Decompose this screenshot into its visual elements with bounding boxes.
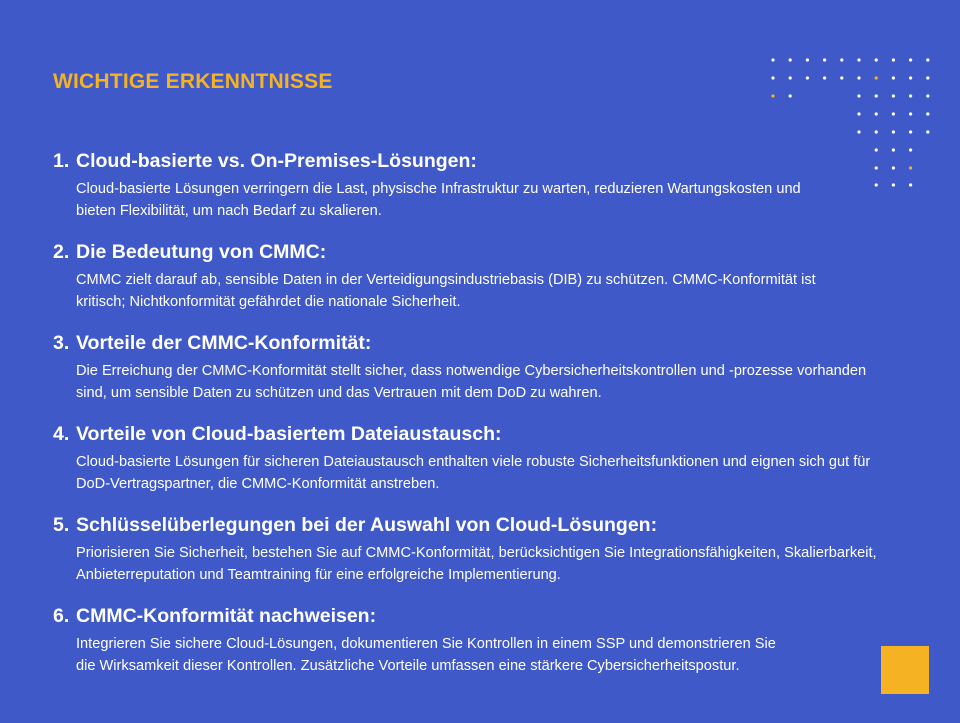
dot-mark <box>857 94 860 97</box>
item-title-text: Cloud-basierte vs. On-Premises-Lösungen: <box>76 150 477 172</box>
item-title <box>53 603 913 629</box>
dot-mark <box>771 76 774 79</box>
item-number: 5. <box>53 514 70 536</box>
dot-mark <box>909 130 912 133</box>
item-title <box>53 148 913 174</box>
dot-mark <box>926 130 929 133</box>
list-item <box>53 512 913 586</box>
list-item <box>53 421 913 495</box>
dot-mark <box>875 76 878 79</box>
dot-mark <box>926 76 929 79</box>
item-title-text: Schlüsselüberlegungen bei der Auswahl von Cloud-Lösungen: <box>76 514 658 536</box>
square-icon <box>881 646 929 694</box>
item-title <box>53 239 913 265</box>
item-number: 6. <box>53 605 70 627</box>
dot-mark <box>892 112 895 115</box>
item-description: CMMC zielt darauf ab, sensible Daten in der Verteidigungsindustriebasis (DIB) zu schützen. CMMC-Konformität ist kritisch; Nichtkonformität gefährdet die nationale Sicherheit. <box>76 272 816 310</box>
item-number: 3. <box>53 332 70 354</box>
dot-mark <box>806 58 809 61</box>
item-description: Cloud-basierte Lösungen verringern die Last, physische Infrastruktur zu warten, reduzieren Wartungskosten und bieten Flexibilität, um nach Bedarf zu skalieren. <box>76 181 801 219</box>
dot-mark <box>840 76 843 79</box>
dot-mark <box>909 94 912 97</box>
dot-mark <box>771 94 774 97</box>
dot-mark <box>857 130 860 133</box>
dot-mark <box>926 58 929 61</box>
dot-mark <box>926 94 929 97</box>
item-description: Priorisieren Sie Sicherheit, bestehen Sie auf CMMC-Konformität, berücksichtigen Sie Integrationsfähigkeiten, Skalierbarkeit, Anbieterreputation und Teamtraining für eine erfolgreiche Implementierung. <box>76 545 877 583</box>
dot-mark <box>892 58 895 61</box>
list-item <box>53 148 913 222</box>
dot-mark <box>892 130 895 133</box>
dot-mark <box>857 58 860 61</box>
item-title <box>53 512 913 538</box>
dot-mark <box>771 58 774 61</box>
dot-mark <box>909 76 912 79</box>
dot-mark <box>806 76 809 79</box>
dot-mark <box>909 58 912 61</box>
item-description: Cloud-basierte Lösungen für sicheren Dateiaustausch enthalten viele robuste Sicherheitsfunktionen und eignen sich gut für DoD-Vertragspartner, die CMMC-Konformität anstreben. <box>76 454 871 492</box>
dot-mark <box>823 58 826 61</box>
item-number: 2. <box>53 241 70 263</box>
dot-mark <box>840 58 843 61</box>
list-item <box>53 330 913 404</box>
dot-mark <box>789 94 792 97</box>
item-title-text: Vorteile von Cloud-basiertem Dateiaustausch: <box>76 423 502 445</box>
dot-mark <box>875 130 878 133</box>
dot-mark <box>823 76 826 79</box>
dot-mark <box>875 94 878 97</box>
item-title-text: CMMC-Konformität nachweisen: <box>76 605 377 627</box>
dot-mark <box>892 76 895 79</box>
dot-mark <box>789 76 792 79</box>
dot-mark <box>892 94 895 97</box>
item-description: Die Erreichung der CMMC-Konformität stellt sicher, dass notwendige Cybersicherheitskontrollen und -prozesse vorhanden sind, um sensible Daten zu schützen und das Vertrauen mit dem DoD zu wahren. <box>76 363 867 401</box>
item-number: 4. <box>53 423 70 445</box>
item-title <box>53 330 913 356</box>
key-findings-list <box>53 148 913 694</box>
dot-mark <box>857 76 860 79</box>
item-title-text: Die Bedeutung von CMMC: <box>76 241 327 263</box>
item-title-text: Vorteile der CMMC-Konformität: <box>76 332 372 354</box>
list-item <box>53 603 913 677</box>
list-item <box>53 239 913 313</box>
item-title <box>53 421 913 447</box>
item-description: Integrieren Sie sichere Cloud-Lösungen, dokumentieren Sie Kontrollen in einem SSP und demonstrieren Sie die Wirksamkeit dieser Kontrollen. Zusätzliche Vorteile umfassen eine stärkere Cybersicherheitspostur. <box>76 636 776 674</box>
page-title: WICHTIGE ERKENNTNISSE <box>53 70 333 93</box>
dot-mark <box>789 58 792 61</box>
dot-mark <box>875 112 878 115</box>
item-number: 1. <box>53 150 70 172</box>
dot-mark <box>926 112 929 115</box>
dot-mark <box>909 112 912 115</box>
dot-mark <box>875 58 878 61</box>
dot-mark <box>857 112 860 115</box>
